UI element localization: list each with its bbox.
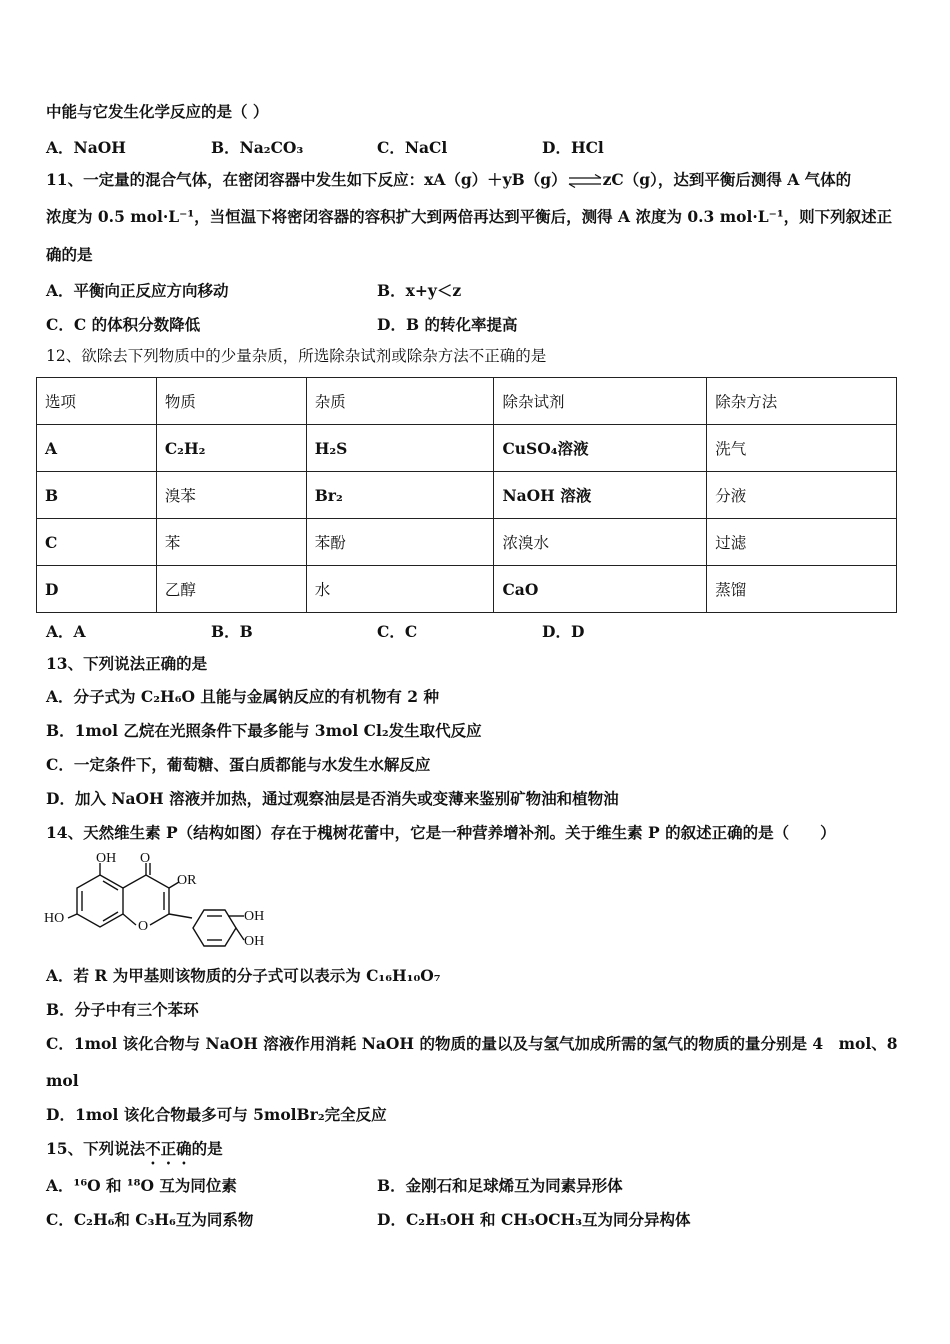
- table-cell: 浓溴水: [494, 519, 707, 566]
- table-row: [37, 472, 897, 519]
- table-cell: 溴苯: [156, 472, 306, 519]
- q13-stem: 13、下列说法正确的是: [46, 654, 208, 673]
- table-cell: 洗气: [707, 425, 897, 472]
- q14-option-c-line1[interactable]: C．1mol 该化合物与 NaOH 溶液作用消耗 NaOH 的物质的量以及与氢气加成所需的氢气的物质的量分别是 4 mol、8: [46, 1034, 898, 1053]
- mol-label-o-top: O: [140, 851, 151, 866]
- q12-table: [36, 377, 897, 613]
- q11-option-d[interactable]: D．B 的转化率提高: [377, 315, 518, 334]
- q15-option-c[interactable]: C．C₂H₆和 C₃H₆互为同系物: [46, 1210, 254, 1229]
- table-header-cell: 物质: [156, 378, 306, 425]
- table-cell: CuSO₄溶液: [494, 425, 707, 472]
- q14-stem: 14、天然维生素 P（结构如图）存在于槐树花蕾中，它是一种营养增补剂。关于维生素 P 的叙述正确的是（ ）: [46, 823, 836, 842]
- table-header-cell: 杂质: [306, 378, 494, 425]
- q11-options-row2: [46, 313, 904, 333]
- q13-option-a[interactable]: A．分子式为 C₂H₆O 且能与金属钠反应的有机物有 2 种: [46, 687, 439, 706]
- q14-option-c-line2[interactable]: mol: [46, 1071, 79, 1090]
- q11-option-c[interactable]: C．C 的体积分数降低: [46, 315, 201, 334]
- table-row: [37, 519, 897, 566]
- mol-label-or: OR: [177, 873, 197, 888]
- q10-option-b[interactable]: B．Na₂CO₃: [211, 138, 304, 157]
- q13-option-b[interactable]: B．1mol 乙烷在光照条件下最多能与 3mol Cl₂发生取代反应: [46, 721, 482, 740]
- q15-option-b[interactable]: B．金刚石和足球烯互为同素异形体: [377, 1176, 623, 1195]
- q12-option-a[interactable]: A．A: [46, 622, 86, 641]
- q11-option-b[interactable]: B．x+y＜z: [377, 281, 462, 300]
- table-header-cell: 除杂方法: [707, 378, 897, 425]
- q13-option-c[interactable]: C．一定条件下，葡萄糖、蛋白质都能与水发生水解反应: [46, 755, 431, 774]
- table-cell: CaO: [494, 566, 707, 613]
- table-cell: 乙醇: [156, 566, 306, 613]
- q10-option-c[interactable]: C．NaCl: [377, 138, 448, 157]
- q11-stem-part1: 11、一定量的混合气体，在密闭容器中发生如下反应：xA（g）＋yB（g）: [46, 170, 567, 189]
- table-cell: 分液: [707, 472, 897, 519]
- mol-label-oh-1: OH: [244, 909, 265, 924]
- table-cell: C: [37, 519, 157, 566]
- q12-option-b[interactable]: B．B: [211, 622, 253, 641]
- table-header-cell: 选项: [37, 378, 157, 425]
- q14-option-b[interactable]: B．分子中有三个苯环: [46, 1000, 199, 1019]
- q15-stem-part1: 15、下列说法: [46, 1139, 146, 1158]
- q14-option-a[interactable]: A．若 R 为甲基则该物质的分子式可以表示为 C₁₆H₁₀O₇: [46, 966, 441, 985]
- q13-option-d[interactable]: D．加入 NaOH 溶液并加热，通过观察油层是否消失或变薄来鉴别矿物油和植物油: [46, 789, 619, 808]
- q12-options: [46, 620, 904, 640]
- table-cell: B: [37, 472, 157, 519]
- table-cell: 水: [306, 566, 494, 613]
- q15-stem-part3: 的是: [191, 1139, 223, 1158]
- table-cell: 蒸馏: [707, 566, 897, 613]
- table-cell: D: [37, 566, 157, 613]
- q15-stem-emphasis: 不正确: [145, 1139, 192, 1158]
- table-cell: A: [37, 425, 157, 472]
- q11-option-a[interactable]: A．平衡向正反应方向移动: [46, 281, 229, 300]
- mol-label-oh-2: OH: [244, 934, 265, 949]
- q15-options-row1: [46, 1174, 904, 1194]
- mol-label-o-ring: O: [138, 919, 149, 934]
- table-cell: H₂S: [306, 425, 494, 472]
- q15-stem: [46, 1139, 223, 1168]
- equilibrium-arrow-icon: [567, 174, 603, 188]
- table-cell: 苯: [156, 519, 306, 566]
- table-header-row: [37, 378, 897, 425]
- q12-option-d[interactable]: D．D: [542, 622, 585, 641]
- q10-option-a[interactable]: A．NaOH: [46, 138, 126, 157]
- table-cell: NaOH 溶液: [494, 472, 707, 519]
- table-row: [37, 566, 897, 613]
- q10-option-d[interactable]: D．HCl: [542, 138, 604, 157]
- q11-stem-line1: [46, 170, 851, 190]
- q12-stem: 12、欲除去下列物质中的少量杂质，所选除杂试剂或除杂方法不正确的是: [46, 347, 547, 365]
- table-row: [37, 425, 897, 472]
- intro-line: 中能与它发生化学反应的是（ ）: [46, 102, 269, 121]
- q15-option-a[interactable]: A．¹⁶O 和 ¹⁸O 互为同位素: [46, 1176, 237, 1195]
- q11-stem-part2: zC（g），达到平衡后测得 A 气体的: [602, 170, 852, 189]
- q10-options: [46, 136, 904, 156]
- table-header-cell: 除杂试剂: [494, 378, 707, 425]
- mol-label-ho: HO: [44, 911, 65, 926]
- q11-stem-line3: 确的是: [46, 245, 93, 264]
- q12-option-c[interactable]: C．C: [377, 622, 418, 641]
- q15-option-d[interactable]: D．C₂H₅OH 和 CH₃OCH₃互为同分异构体: [377, 1210, 691, 1229]
- q15-options-row2: [46, 1208, 904, 1228]
- table-cell: 苯酚: [306, 519, 494, 566]
- q11-stem-line2: 浓度为 0.5 mol·L⁻¹，当恒温下将密闭容器的容积扩大到两倍再达到平衡后，测得 A 浓度为 0.3 mol·L⁻¹，则下列叙述正: [46, 207, 893, 226]
- vitamin-p-structure-diagram: [44, 848, 274, 956]
- table-cell: Br₂: [306, 472, 494, 519]
- q14-option-d[interactable]: D．1mol 该化合物最多可与 5molBr₂完全反应: [46, 1105, 387, 1124]
- mol-label-oh-top: OH: [96, 851, 117, 866]
- table-cell: 过滤: [707, 519, 897, 566]
- table-cell: C₂H₂: [156, 425, 306, 472]
- q11-options-row1: [46, 279, 904, 299]
